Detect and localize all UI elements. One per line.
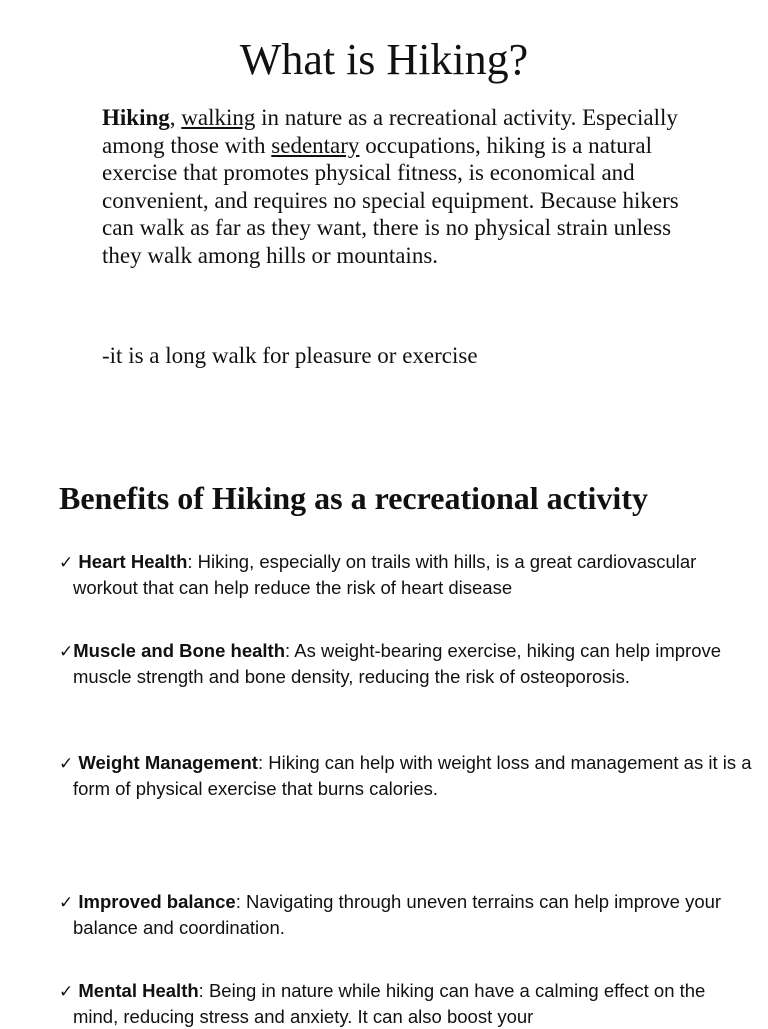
checkmark-icon: ✓ — [59, 893, 74, 913]
checkmark-icon: ✓ — [59, 553, 74, 573]
intro-separator: , — [169, 105, 182, 130]
benefit-heart-health — [59, 550, 753, 600]
intro-term: Hiking — [102, 105, 170, 130]
benefit-text: : Navigating through uneven terrains can help improve your balance and coordination. — [73, 891, 722, 938]
checkmark-icon: ✓ — [59, 642, 74, 662]
benefit-mental-health — [59, 979, 753, 1029]
benefit-weight-management — [59, 751, 753, 801]
benefit-text: : Hiking, especially on trails with hills, is a great cardiovascular workout that can help reduce the risk of heart disease — [73, 551, 697, 598]
intro-text-2: occupations, hiking is a natural exercise that promotes physical fitness, is economical and convenient, and requires no special equipment. Because hikers can walk as far as they want, there is no physical strain unless they walk among hills or mountains. — [102, 132, 679, 268]
intro-text-1: in nature as a recreational activity. Especially among those with — [102, 105, 678, 158]
benefit-text: : Being in nature while hiking can have a calming effect on the mind, reducing stress and anxiety. It can also boost your — [73, 980, 706, 1027]
benefit-muscle-bone — [59, 639, 753, 689]
definition-line: -it is a long walk for pleasure or exercise — [102, 343, 478, 368]
benefit-title: Muscle and Bone health — [73, 640, 286, 661]
benefits-heading: Benefits of Hiking as a recreational activity — [59, 480, 648, 516]
benefit-title: Weight Management — [78, 752, 258, 773]
walking-link[interactable]: walking — [181, 105, 256, 130]
sedentary-link[interactable]: sedentary — [271, 132, 360, 158]
checkmark-icon: ✓ — [59, 754, 74, 774]
page-title: What is Hiking? — [239, 35, 529, 84]
intro-paragraph — [102, 104, 702, 269]
benefit-text: : As weight-bearing exercise, hiking can help improve muscle strength and bone density, reducing the risk of osteoporosis. — [73, 640, 722, 687]
checkmark-icon: ✓ — [59, 982, 74, 1002]
benefit-title: Improved balance — [78, 891, 236, 912]
benefit-title: Heart Health — [78, 551, 188, 572]
benefit-title: Mental Health — [78, 980, 199, 1001]
benefit-text: : Hiking can help with weight loss and management as it is a form of physical exercise that burns calories. — [73, 752, 752, 799]
benefit-improved-balance — [59, 890, 753, 940]
